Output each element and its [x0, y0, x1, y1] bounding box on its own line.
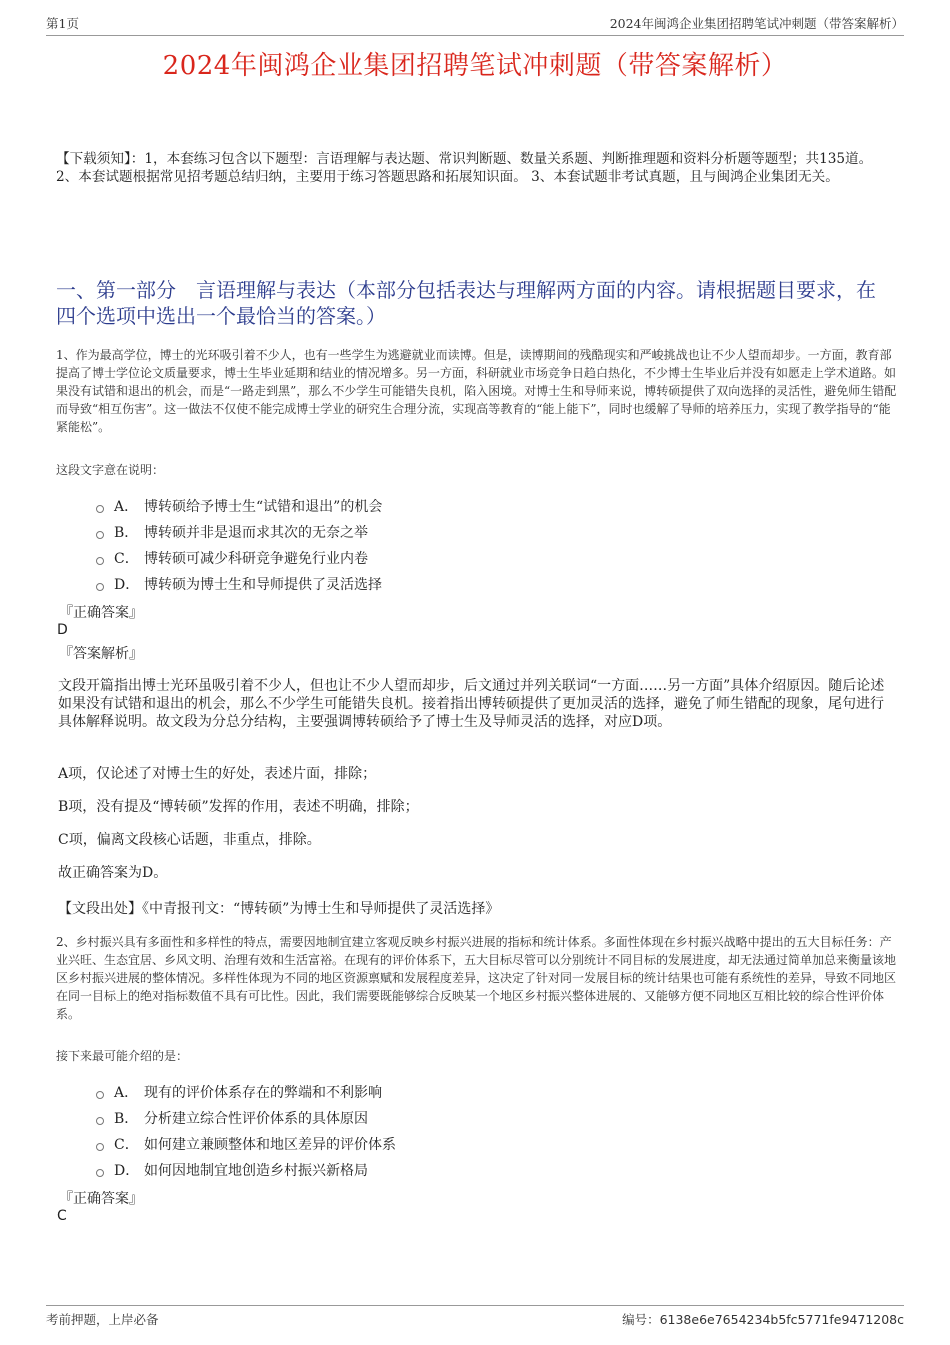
section-title: 一、第一部分 言语理解与表达（本部分包括表达与理解两方面的内容。请根据题目要求，在四个选项中选出一个最恰当的答案。） — [56, 278, 876, 328]
option-text: 博转硕为博士生和导师提供了灵活选择 — [144, 577, 382, 593]
option-letter: B． — [114, 1111, 139, 1127]
question-2-option-c[interactable] — [96, 1131, 396, 1157]
question-1-options — [96, 493, 382, 597]
question-1-prompt: 这段文字意在说明： — [56, 463, 165, 477]
radio-icon[interactable] — [96, 1117, 104, 1125]
question-1-analysis: 文段开篇指出博士光环虽吸引着不少人，但也让不少人望而却步，后文通过并列关联词“一方面……另一方面”具体介绍原因。随后论述如果没有试错和退出的机会，那么不少学生可能错失良机。接着指出博转硕提供了更加灵活的选择，避免了师生错配的现象，尾句进行具体解释说明。故文段为分总分结构，主要强调博转硕给予了博士生及导师灵活的选择，对应D项。 — [58, 678, 885, 730]
option-letter: D． — [114, 1163, 140, 1179]
download-notice: 【下载须知】：1，本套练习包含以下题型：言语理解与表达题、常识判断题、数量关系题、判断推理题和资料分析题等题型；共135道。 2、本套试题根据常见招考题总结归纳，主要用于练习答题思路和拓展知识面。 3、本套试题非考试真题，且与闽鸿企业集团无关。 — [56, 151, 873, 185]
question-2-options — [96, 1079, 396, 1183]
radio-icon[interactable] — [96, 1169, 104, 1177]
option-letter: D． — [114, 577, 140, 593]
option-letter: A． — [114, 1085, 139, 1101]
option-letter: C． — [114, 551, 139, 567]
serial-number: 6138e6e7654234b5fc5771fe9471208c — [659, 1312, 904, 1327]
question-1-stem: 1、作为最高学位，博士的光环吸引着不少人，也有一些学生为逃避就业而读博。但是，读博期间的残酷现实和严峻挑战也让不少人望而却步。一方面，教育部提高了博士学位论文质量要求，博士生毕业延期和结业的情况增多。另一方面，科研就业市场竞争日趋白热化，不少博士生毕业后并没有如愿走上学术道路。如果没有试错和退出的机会，而是“一路走到黑”，那么不少学生可能错失良机，陷入困境。对博士生和导师来说，博转硕提供了双向选择的灵活性，避免师生错配而导致“相互伤害”。这一做法不仅使不能完成博士学业的研究生合理分流，实现高等教育的“能上能下”，同时也缓解了导师的培养压力，实现了教学指导的“能紧能松”。 — [56, 348, 897, 434]
question-2-answer: C — [57, 1208, 67, 1224]
question-1-option-b[interactable] — [96, 519, 382, 545]
question-1-answer: D — [57, 622, 68, 638]
serial-label: 编号： — [622, 1312, 660, 1327]
page-number: 第1页 — [46, 16, 79, 31]
question-2-option-a[interactable] — [96, 1079, 396, 1105]
question-2-prompt: 接下来最可能介绍的是： — [56, 1049, 189, 1063]
footer-serial — [622, 1310, 904, 1328]
question-1-option-a[interactable] — [96, 493, 382, 519]
radio-icon[interactable] — [96, 557, 104, 565]
radio-icon[interactable] — [96, 531, 104, 539]
option-letter: A． — [114, 499, 139, 515]
question-1-point-c: C项，偏离文段核心话题，非重点，排除。 — [58, 832, 321, 848]
option-text: 分析建立综合性评价体系的具体原因 — [144, 1111, 368, 1127]
question-1-answer-label: 『正确答案』 — [59, 605, 143, 621]
radio-icon[interactable] — [96, 1091, 104, 1099]
radio-icon[interactable] — [96, 505, 104, 513]
option-text: 博转硕给予博士生“试错和退出”的机会 — [144, 499, 383, 515]
option-text: 如何因地制宜地创造乡村振兴新格局 — [144, 1163, 368, 1179]
question-2-stem: 2、乡村振兴具有多面性和多样性的特点，需要因地制宜建立客观反映乡村振兴进展的指标和统计体系。多面性体现在乡村振兴战略中提出的五大目标任务：产业兴旺、生态宜居、乡风文明、治理有效和生活富裕。在现有的评价体系下，五大目标尽管可以分别统计不同目标的发展进度，却无法通过简单加总来衡量该地区乡村振兴进展的整体情况。多样性体现为不同的地区资源禀赋和发展程度差异，这决定了针对同一发展目标的统计结果也可能有系统性的差异，导致不同地区在同一目标上的绝对指标数值不具有可比性。因此，我们需要既能够综合反映某一个地区乡村振兴整体进展的、又能够方便不同地区互相比较的综合性评价体系。 — [56, 935, 897, 1021]
option-text: 如何建立兼顾整体和地区差异的评价体系 — [144, 1137, 396, 1153]
question-1-option-d[interactable] — [96, 571, 382, 597]
question-1-source: 【文段出处】《中青报刊文：“博转硕”为博士生和导师提供了灵活选择》 — [58, 901, 500, 917]
question-1-point-b: B项，没有提及“博转硕”发挥的作用，表述不明确，排除； — [58, 799, 419, 815]
question-2-option-d[interactable] — [96, 1157, 396, 1183]
page-header — [46, 14, 904, 36]
question-1-analysis-label: 『答案解析』 — [59, 646, 143, 662]
page-footer — [46, 1305, 904, 1328]
question-1-point-a: A项，仅论述了对博士生的好处，表述片面，排除； — [58, 766, 377, 782]
question-1-conclusion: 故正确答案为D。 — [58, 865, 168, 881]
radio-icon[interactable] — [96, 583, 104, 591]
footer-slogan: 考前押题，上岸必备 — [46, 1312, 159, 1327]
option-text: 博转硕可减少科研竞争避免行业内卷 — [144, 551, 368, 567]
radio-icon[interactable] — [96, 1143, 104, 1151]
question-2-option-b[interactable] — [96, 1105, 396, 1131]
question-1-option-c[interactable] — [96, 545, 382, 571]
option-letter: B． — [114, 525, 139, 541]
option-letter: C． — [114, 1137, 139, 1153]
option-text: 现有的评价体系存在的弊端和不利影响 — [144, 1085, 382, 1101]
document-title: 2024年闽鸿企业集团招聘笔试冲刺题（带答案解析） — [162, 51, 788, 81]
question-2-answer-label: 『正确答案』 — [59, 1191, 143, 1207]
header-doc-title: 2024年闽鸿企业集团招聘笔试冲刺题（带答案解析） — [609, 16, 904, 31]
option-text: 博转硕并非是退而求其次的无奈之举 — [144, 525, 368, 541]
